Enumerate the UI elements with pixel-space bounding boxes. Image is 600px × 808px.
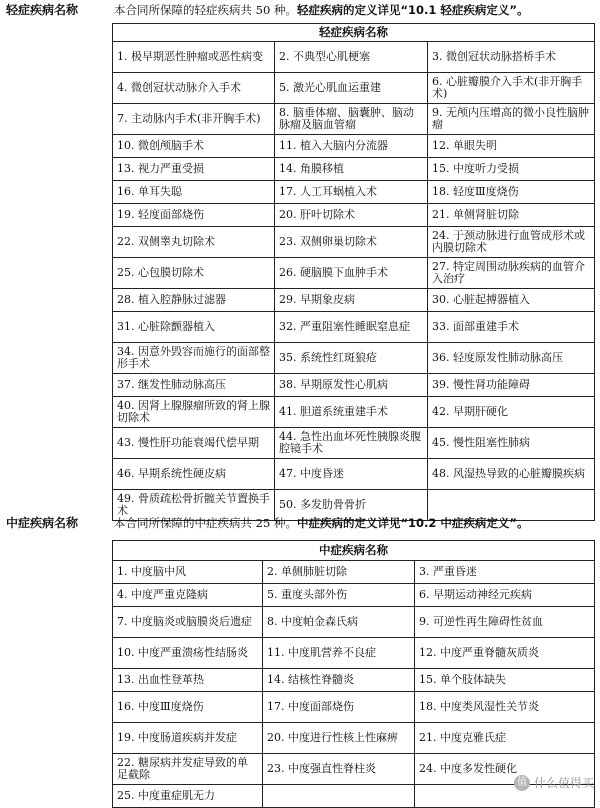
table-cell	[263, 785, 415, 808]
table-cell: 7. 主动脉内手术(非开胸手术)	[113, 104, 275, 135]
moderate-intro-bold: 中症疾病的定义详见“10.2 中症疾病定义”。	[296, 516, 529, 530]
table-cell: 48. 风湿热导致的心脏瓣膜疾病	[428, 459, 595, 490]
table-cell: 45. 慢性阻塞性肺病	[428, 428, 595, 459]
mild-section-heading	[6, 1, 596, 19]
table-cell: 3. 微创冠状动脉搭桥手术	[428, 42, 595, 73]
table-cell: 1. 极早期恶性肿瘤或恶性病变	[113, 42, 275, 73]
moderate-intro-plain: 本合同所保障的中症疾病共 25 种。	[114, 516, 297, 530]
table-cell: 10. 微创颅脑手术	[113, 135, 275, 158]
mild-intro	[114, 1, 528, 19]
table-cell: 8. 脑垂体瘤、脑囊肿、脑动脉瘤及脑血管瘤	[275, 104, 428, 135]
table-cell: 9. 无颅内压增高的微小良性脑肿瘤	[428, 104, 595, 135]
table-cell: 32. 严重阻塞性睡眠窒息症	[275, 312, 428, 343]
table-cell: 11. 中度肌营养不良症	[263, 638, 415, 669]
table-cell: 35. 系统性红斑狼疮	[275, 343, 428, 374]
table-cell: 46. 早期系统性硬皮病	[113, 459, 275, 490]
table-cell: 10. 中度严重溃疡性结肠炎	[113, 638, 263, 669]
mild-illness-table	[112, 23, 595, 521]
watermark	[514, 774, 594, 791]
table-cell: 13. 视力严重受损	[113, 158, 275, 181]
table-cell: 42. 早期肝硬化	[428, 397, 595, 428]
moderate-intro	[114, 514, 528, 532]
table-cell: 37. 继发性肺动脉高压	[113, 374, 275, 397]
table-cell: 20. 肝叶切除术	[275, 204, 428, 227]
table-cell: 22. 双侧睾丸切除术	[113, 227, 275, 258]
table-cell: 6. 心脏瓣膜介入手术(非开胸手术)	[428, 73, 595, 104]
table-cell: 17. 人工耳蜗植入术	[275, 181, 428, 204]
moderate-table-header: 中症疾病名称	[113, 541, 595, 561]
table-cell: 14. 角膜移植	[275, 158, 428, 181]
table-cell: 13. 出血性登革热	[113, 669, 263, 692]
table-cell: 24. 于颈动脉进行血管成形术或内膜切除术	[428, 227, 595, 258]
table-cell: 21. 单侧肾脏切除	[428, 204, 595, 227]
table-cell: 47. 中度昏迷	[275, 459, 428, 490]
table-cell: 49. 骨质疏松骨折髋关节置换手术	[113, 490, 275, 521]
table-cell: 24. 中度多发性硬化	[415, 754, 595, 785]
table-cell: 29. 早期象皮病	[275, 289, 428, 312]
table-cell: 11. 植入大脑内分流器	[275, 135, 428, 158]
table-cell: 2. 单侧肺脏切除	[263, 561, 415, 584]
table-cell: 38. 早期原发性心肌病	[275, 374, 428, 397]
table-cell: 8. 中度帕金森氏病	[263, 607, 415, 638]
table-cell: 6. 早期运动神经元疾病	[415, 584, 595, 607]
table-cell: 16. 单耳失聪	[113, 181, 275, 204]
mild-intro-plain: 本合同所保障的轻症疾病共 50 种。	[114, 3, 297, 17]
mild-intro-bold: 轻症疾病的定义详见“10.1 轻症疾病定义”。	[296, 3, 529, 17]
table-cell: 15. 中度听力受损	[428, 158, 595, 181]
table-cell: 18. 轻度Ⅲ度烧伤	[428, 181, 595, 204]
table-cell: 4. 微创冠状动脉介入手术	[113, 73, 275, 104]
table-cell: 1. 中度脑中风	[113, 561, 263, 584]
table-cell: 25. 中度重症肌无力	[113, 785, 263, 808]
mild-table-header: 轻症疾病名称	[113, 24, 595, 42]
table-cell: 5. 重度头部外伤	[263, 584, 415, 607]
table-cell: 14. 结核性脊髓炎	[263, 669, 415, 692]
table-cell: 26. 硬脑膜下血肿手术	[275, 258, 428, 289]
moderate-illness-table	[112, 540, 595, 808]
table-cell: 30. 心脏起搏器植入	[428, 289, 595, 312]
table-cell: 19. 轻度面部烧伤	[113, 204, 275, 227]
table-cell: 2. 不典型心肌梗塞	[275, 42, 428, 73]
table-cell: 34. 因意外毁容而施行的面部整形手术	[113, 343, 275, 374]
table-cell: 23. 中度强直性脊柱炎	[263, 754, 415, 785]
table-cell: 9. 可逆性再生障碍性贫血	[415, 607, 595, 638]
table-cell: 19. 中度肠道疾病并发症	[113, 723, 263, 754]
table-cell: 39. 慢性肾功能障碍	[428, 374, 595, 397]
table-cell: 20. 中度进行性核上性麻痹	[263, 723, 415, 754]
table-cell: 18. 中度类风湿性关节炎	[415, 692, 595, 723]
table-cell: 15. 单个肢体缺失	[415, 669, 595, 692]
table-cell: 12. 中度严重脊髓灰质炎	[415, 638, 595, 669]
table-cell: 33. 面部重建手术	[428, 312, 595, 343]
table-cell: 21. 中度克雅氏症	[415, 723, 595, 754]
table-cell: 28. 植入腔静脉过滤器	[113, 289, 275, 312]
table-cell: 22. 糖尿病并发症导致的单足截除	[113, 754, 263, 785]
moderate-section-label: 中症疾病名称	[6, 516, 79, 530]
table-cell: 40. 因肾上腺腺瘤所致的肾上腺切除术	[113, 397, 275, 428]
table-cell: 31. 心脏除颤器植入	[113, 312, 275, 343]
table-cell: 43. 慢性肝功能衰竭代偿早期	[113, 428, 275, 459]
table-cell: 41. 胆道系统重建手术	[275, 397, 428, 428]
table-cell: 12. 单眼失明	[428, 135, 595, 158]
table-cell: 7. 中度脑炎或脑膜炎后遗症	[113, 607, 263, 638]
table-cell: 25. 心包膜切除术	[113, 258, 275, 289]
table-cell: 27. 特定周围动脉疾病的血管介入治疗	[428, 258, 595, 289]
table-cell: 44. 急性出血坏死性胰腺炎腹腔镜手术	[275, 428, 428, 459]
watermark-logo-icon: 值	[514, 775, 530, 791]
moderate-section-heading	[6, 514, 596, 532]
table-cell: 3. 严重昏迷	[415, 561, 595, 584]
watermark-text: 什么值得买	[533, 776, 594, 790]
table-cell: 17. 中度面部烧伤	[263, 692, 415, 723]
mild-section-label: 轻症疾病名称	[6, 3, 79, 17]
table-cell: 16. 中度Ⅲ度烧伤	[113, 692, 263, 723]
table-cell: 23. 双侧卵巢切除术	[275, 227, 428, 258]
table-cell: 5. 激光心肌血运重建	[275, 73, 428, 104]
table-cell: 36. 轻度原发性肺动脉高压	[428, 343, 595, 374]
table-cell: 50. 多发肋骨骨折	[275, 490, 428, 521]
table-cell: 4. 中度严重克隆病	[113, 584, 263, 607]
